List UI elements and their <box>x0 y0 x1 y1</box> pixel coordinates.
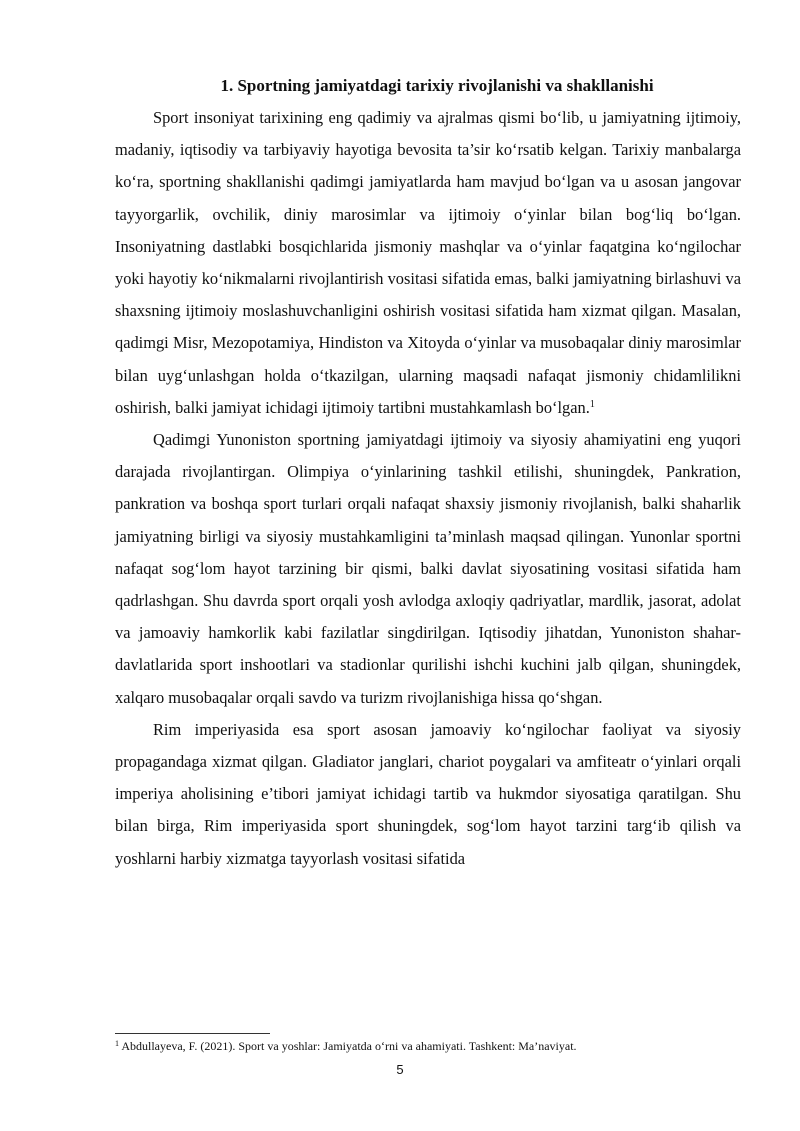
page-number: 5 <box>396 1062 404 1077</box>
paragraph-2: Qadimgi Yunoniston sportning jamiyatdagi ijtimoiy va siyosiy ahamiyatini eng yuqori darajada rivojlantirgan. Olimpiya o‘yinlarining tashkil etilishi, shuningdek, Pankration, pankration va boshqa sport turlari orqali nafaqat shaxsiy jismoniy rivojlanish, balki shaharlik jamiyatning birligi va siyosiy mustahkamligini ta’minlash maqsad qilingan. Yunonlar sportni nafaqat sog‘lom hayot tarzining bir qismi, balki davlat siyosatining vositasi sifatida ham qadrlashgan. Shu davrda sport orqali yosh avlodga axloqiy qadriyatlar, mardlik, jasorat, adolat va jamoaviy hamkorlik kabi fazilatlar singdirilgan. Iqtisodiy jihatdan, Yunoniston shahar-davlatlarida sport inshootlari va stadionlar qurilishi ishchi kuchini jalb qilgan, shuningdek, xalqaro musobaqalar orqali savdo va turizm rivojlanishiga hissa qo‘shgan. <box>115 430 741 707</box>
footnote-reference[interactable]: 1 <box>589 398 595 410</box>
paragraph-1 <box>115 102 741 424</box>
paragraph-3: Rim imperiyasida esa sport asosan jamoaviy ko‘ngilochar faoliyat va siyosiy propagandaga xizmat qilgan. Gladiator janglari, chariot poygalari va amfiteatr o‘yinlari orqali imperiya aholisining e’tibori jamiyat ichidagi tartib va hukmdor siyosatiga qaratilgan. Shu bilan birga, Rim imperiyasida sport shuningdek, sog‘lom hayot tarzini targ‘ib qilish va yoshlarni harbiy xizmatga tayyorlash vositasi sifatida <box>115 719 741 868</box>
footnote-text: Abdullayeva, F. (2021). Sport va yoshlar: Jamiyatda o‘rni va ahamiyati. Tashkent: Ma’naviyat. <box>121 1039 577 1053</box>
page-body <box>115 69 741 875</box>
footnote-number: 1 <box>115 1039 119 1048</box>
footnote <box>115 1038 755 1054</box>
section-heading: 1. Sportning jamiyatdagi tarixiy rivojlanishi va shakllanishi <box>220 76 654 95</box>
paragraph-1-text: Sport insoniyat tarixining eng qadimiy va ajralmas qismi bo‘lib, u jamiyatning ijtimoiy, madaniy, iqtisodiy va tarbiyaviy hayotiga bevosita ta’sir ko‘rsatib kelgan. Tarixiy manbalarga ko‘ra, sportning shakllanishi qadimgi jamiyatlarda ham mavjud bo‘lgan va u asosan jangovar tayyorgarlik, ovchilik, diniy marosimlar va ijtimoiy o‘yinlar bilan bog‘liq bo‘lgan. Insoniyatning dastlabki bosqichlarida jismoniy mashqlar va o‘yinlar faqatgina ko‘ngilochar yoki hayotiy ko‘nikmalarni rivojlantirish vositasi sifatida emas, balki jamiyatning birlashuvi va shaxsning ijtimoiy moslashuvchanligini oshirish vositasi sifatida ham xizmat qilgan. Masalan, qadimgi Misr, Mezopotamiya, Hindiston va Xitoyda o‘yinlar va musobaqalar diniy marosimlar bilan uyg‘unlashgan holda o‘tkazilgan, ularning maqsadi nafaqat jismoniy chidamlilikni oshirish, balki jamiyat ichidagi ijtimoiy tartibni mustahkamlash bo‘lgan. <box>115 108 741 417</box>
footnote-separator <box>115 1033 270 1034</box>
